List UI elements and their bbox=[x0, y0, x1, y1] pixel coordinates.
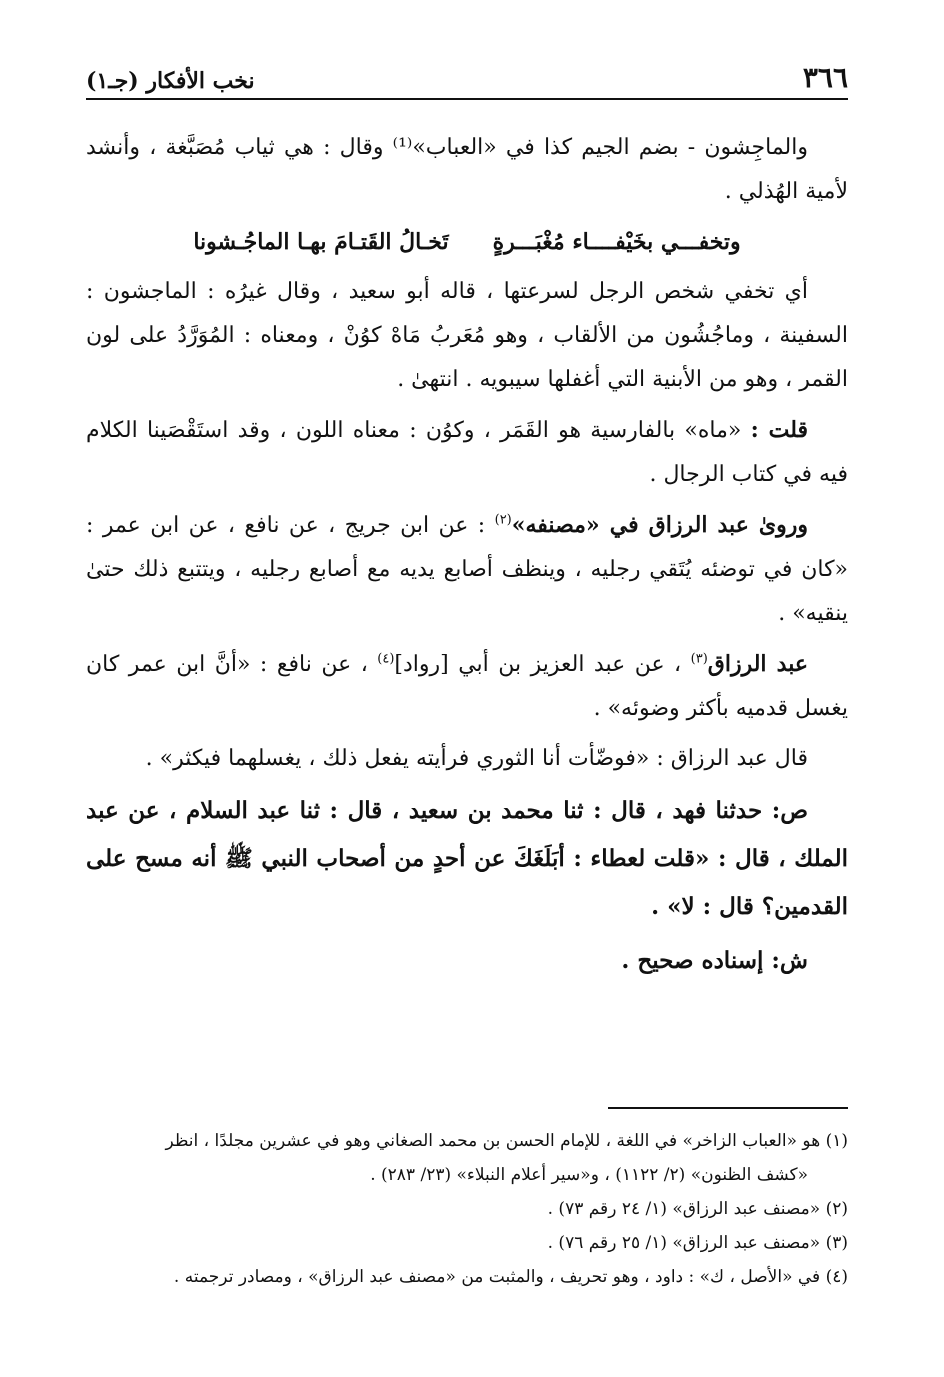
sharh-text: ش: إسناده صحيح . bbox=[621, 947, 808, 974]
verse-first-hemistich: وتخفـــي بخَيْفــــاء مُغْبَـــرةٍ bbox=[492, 229, 741, 255]
narration-text: : عن ابن جريج ، عن نافع ، عن ابن عمر : «كان في توضئه يُتَقي رجليه ، وينظف أصابع يديه مع أصابع رجليه ، ويتتبع ذلك حتىٰ ينقيه» . bbox=[86, 513, 848, 626]
footnotes bbox=[86, 1124, 848, 1294]
verse-second-hemistich: تَخـالُ القَتـامَ بهـا الماجُـشونا bbox=[193, 229, 449, 255]
main-text bbox=[86, 126, 848, 991]
footnote-4: (٤) في «الأصل ، ك» : داود ، وهو تحريف ، والمثبت من «مصنف عبد الرزاق» ، ومصادر ترجمته . bbox=[173, 1267, 848, 1287]
qultu-lead: قلت : bbox=[750, 417, 809, 443]
narration-text-2: ، عن نافع : «أنَّ ابن عمر كان يغسل قدميه بأكثر وضوئه» . bbox=[86, 652, 848, 721]
qultu-text: «ماه» بالفارسية هو القَمَر ، وكوُن : معناه اللون ، وقد استَقْصَينا الكلام فيه في كتاب الرجال . bbox=[86, 418, 848, 487]
narration-mid-2: ، عن عبد العزيز بن أبي [رواد] bbox=[394, 652, 691, 677]
paragraph-majishun: والماجِشون - بضم الجيم كذا في «العباب»⁽¹⁾ وقال : هي ثياب مُصَبَّغة ، وأنشد لأمية الهُذلي . bbox=[86, 135, 848, 204]
paragraph-abdurrazzaq-1 bbox=[86, 503, 848, 636]
paragraph-abdurrazzaq-2 bbox=[86, 642, 848, 731]
poetry-verse bbox=[86, 220, 848, 264]
footnote-ref-2: (٢) bbox=[494, 512, 512, 528]
footnote-ref-4: (٤) bbox=[377, 651, 395, 667]
paragraph-explanation: أي تخفي شخص الرجل لسرعتها ، قاله أبو سعيد ، وقال غيرُه : الماجشون : السفينة ، وماجُشُون من الألقاب ، وهو مُعَربُ مَاهْ كوُنْ ، ومعناه : المُوَرَّدُ على لون القمر ، وهو من الأبنية التي أغفلها سيبويه . انتهىٰ . bbox=[86, 279, 848, 392]
narration-lead-2: عبد الرزاق bbox=[707, 651, 808, 677]
footnote-divider bbox=[608, 1107, 848, 1109]
footnote-ref-3: (٣) bbox=[690, 651, 708, 667]
footnote-3: (٣) «مصنف عبد الرزاق» (١/ ٢٥ رقم ٧٦) . bbox=[547, 1233, 848, 1253]
footnote-1-line-1: (١) هو «العباب الزاخر» في اللغة ، للإمام الحسن بن محمد الصغاني وهو في عشرين مجلدًا ، انظر bbox=[165, 1131, 848, 1151]
narration-lead: وروىٰ عبد الرزاق في «مصنفه» bbox=[511, 512, 808, 538]
page-number: ٣٦٦ bbox=[802, 61, 848, 94]
footnote-2: (٢) «مصنف عبد الرزاق» (١/ ٢٤ رقم ٧٣) . bbox=[547, 1199, 848, 1219]
hadith-text: ص: حدثنا فهد ، قال : ثنا محمد بن سعيد ، قال : ثنا عبد السلام ، عن عبد الملك ، قال : «قلت لعطاء : أبَلَغَكَ عن أحدٍ من أصحاب النبي ﷺ أنه مسح على القدمين؟ قال : لا» . bbox=[86, 797, 848, 920]
footnote-1-line-2: «كشف الظنون» (٢/ ١١٢٢) ، و«سير أعلام النبلاء» (٢٣/ ٢٨٣) . bbox=[370, 1165, 808, 1185]
paragraph-qultu bbox=[86, 408, 848, 497]
book-title: نخب الأفكار (جـ١) bbox=[86, 68, 255, 94]
running-header bbox=[86, 52, 848, 100]
paragraph-thawri: قال عبد الرزاق : «فوضّأت أنا الثوري فرأيته يفعل ذلك ، يغسلهما فيكثر» . bbox=[145, 746, 808, 771]
